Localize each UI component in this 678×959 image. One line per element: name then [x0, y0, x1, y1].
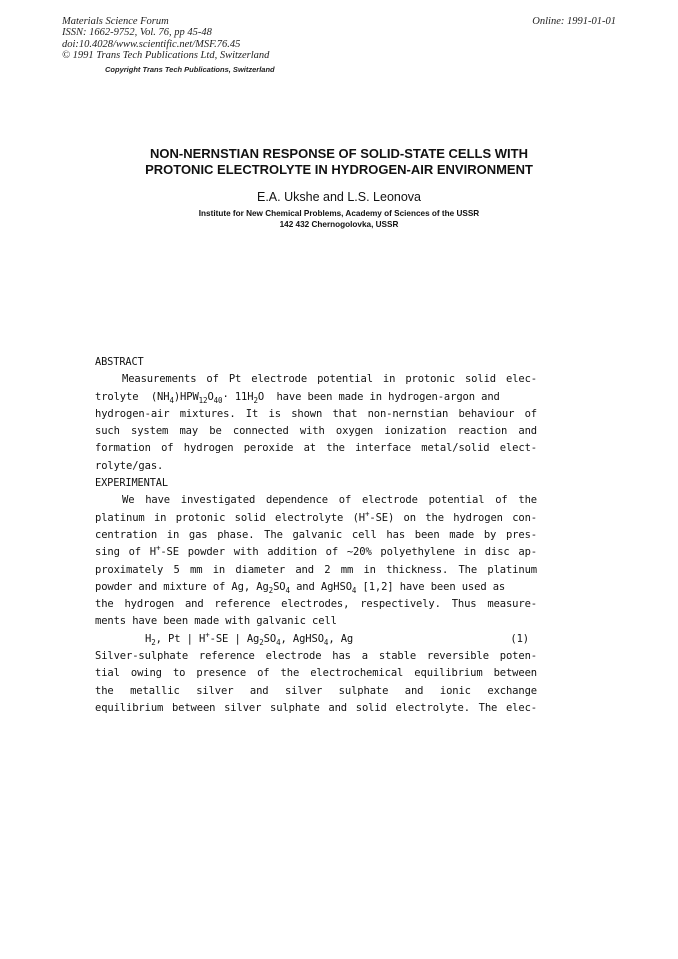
experimental-line: centration in gas phase. The galvanic cell has been made by pres-	[95, 528, 537, 541]
paper-title	[0, 146, 678, 178]
institute-address: 142 432 Chernogolovka, USSR	[279, 219, 399, 229]
experimental-line: tial owing to presence of the electrochemical equilibrium between	[95, 667, 537, 680]
abstract-line: trolyte $(NH_4)HPW_{12}O_{40}\cdot 11H_2O$ have been made in hydrogen-argon and	[95, 390, 500, 405]
abstract-line: rolyte/gas.	[95, 459, 164, 472]
abstract-line: Measurements of Pt electrode potential in protonic solid elec-	[122, 373, 537, 386]
doi-link[interactable]: doi:10.4028/www.scientific.net/MSF.76.45	[62, 38, 241, 50]
online-date: Online: 1991-01-01	[532, 16, 616, 27]
experimental-line: the hydrogen and reference electrodes, respectively. Thus measure-	[95, 598, 537, 611]
experimental-line: equilibrium between silver sulphate and solid electrolyte. The elec-	[95, 701, 537, 714]
issn-line: ISSN: 1662-9752, Vol. 76, pp 45-48	[62, 27, 212, 39]
authors: E.A. Ukshe and L.S. Leonova	[257, 190, 421, 204]
equation-number: (1)	[510, 632, 529, 645]
abstract-line: hydrogen-air mixtures. It is shown that non-nernstian behaviour of	[95, 407, 537, 420]
experimental-line: Silver-sulphate reference electrode has a stable reversible poten-	[95, 650, 537, 663]
experimental-line: proximately 5 mm in diameter and 2 mm in thickness. The platinum	[95, 563, 537, 576]
journal-name: Materials Science Forum	[62, 16, 169, 27]
journal-metadata	[62, 16, 275, 75]
experimental-line: platinum in protonic solid electrolyte (H+-SE) on the hydrogen con-	[95, 509, 537, 524]
abstract-line: formation of hydrogen peroxide at the interface metal/solid elect-	[95, 442, 537, 455]
experimental-line: ments have been made with galvanic cell	[95, 615, 337, 628]
title-line-2: PROTONIC ELECTROLYTE IN HYDROGEN-AIR ENVIRONMENT	[145, 162, 533, 177]
experimental-heading: EXPERIMENTAL	[95, 477, 168, 490]
experimental-line: We have investigated dependence of electrode potential of the	[122, 494, 537, 507]
abstract-line: such system may be connected with oxygen ionization reaction and	[95, 425, 537, 438]
institute-name: Institute for New Chemical Problems, Academy of Sciences of the USSR	[198, 209, 480, 218]
copyright-notice: Copyright Trans Tech Publications, Switzerland	[105, 64, 275, 74]
experimental-line: the metallic silver and silver sulphate and ionic exchange	[95, 684, 537, 697]
paper-body	[95, 354, 537, 717]
affiliation	[0, 209, 678, 230]
galvanic-cell-equation: $H_2$, Pt | H+-SE | $Ag_2SO_4$, AgHSO$_4$, Ag (1)	[145, 630, 529, 647]
experimental-line: sing of H+-SE powder with addition of ~20% polyethylene in disc ap-	[95, 543, 537, 559]
abstract-heading: ABSTRACT	[95, 356, 144, 368]
experimental-line: powder and mixture of Ag, $Ag_2SO_4$ and AgHSO$_4$ [1,2] have been used as	[95, 580, 506, 595]
publisher-line: © 1991 Trans Tech Publications Ltd, Switzerland	[62, 50, 270, 62]
title-line-1: NON-NERNSTIAN RESPONSE OF SOLID-STATE CELLS WITH	[150, 146, 528, 161]
